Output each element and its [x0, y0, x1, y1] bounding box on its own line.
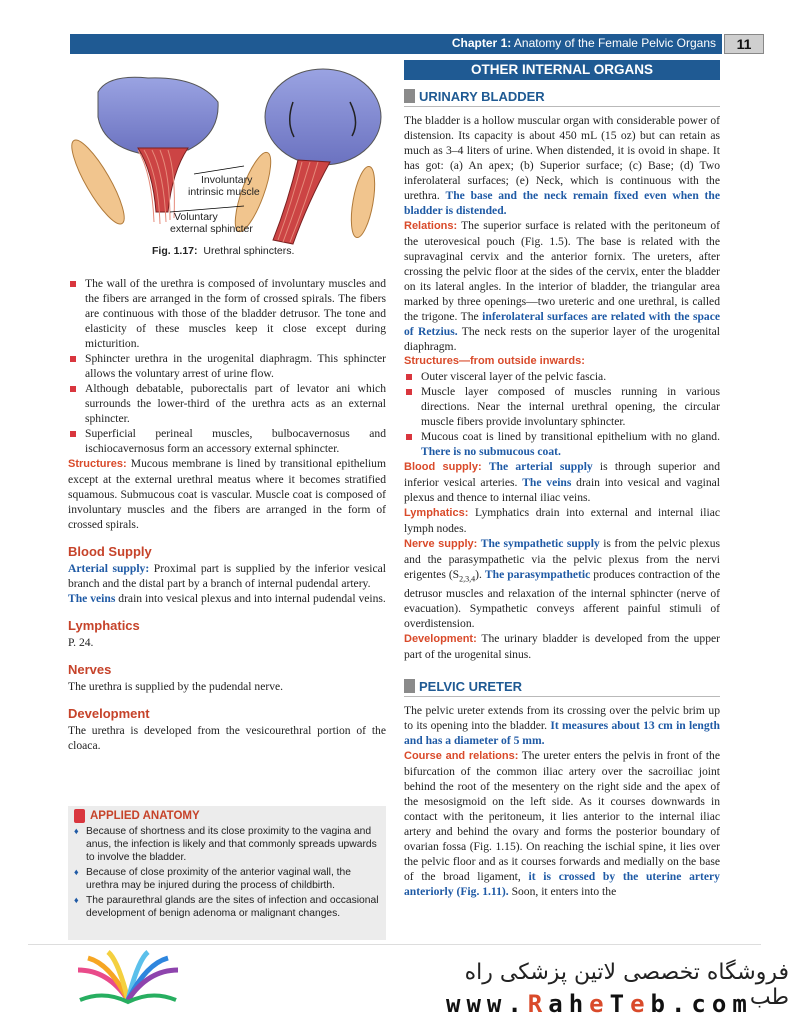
nerve-subscript: 2,3,4: [459, 574, 476, 584]
lymphatics-paragraph: [404, 505, 720, 536]
url-letter: a: [548, 990, 569, 1018]
section-title: OTHER INTERNAL ORGANS: [404, 60, 720, 80]
arterial-paragraph: [68, 561, 386, 591]
relations-paragraph: [404, 218, 720, 354]
list-item: Sphincter urethra in the urogenital diaphragm. This sphincter allows the voluntary arrest of urine flow.: [68, 351, 386, 381]
dev-label: Development:: [404, 633, 477, 646]
page-number: 11: [724, 34, 764, 54]
relations-text: The superior surface is related with the peritoneum of the uterovesical pouch (Fig. 1.5). The base is related with the supravaginal cervix and the anterior fornix. The ureters, after crossing the pelvic floor at the sides of the cervix, enter the bladder on its lateral angles. In the interior of bladder, the triangular area marked by three openings—two ureteric and one urethral, is called the trigone. The: [404, 219, 720, 323]
label-involuntary: Involuntary: [201, 174, 253, 186]
right-column: [404, 60, 720, 942]
figure-caption: [152, 245, 294, 257]
blood-supply-heading: Blood Supply: [68, 544, 152, 559]
url-suffix: .com: [670, 990, 753, 1018]
veins-paragraph: [68, 591, 386, 606]
bladder-structures-list: [404, 369, 720, 459]
nerve-highlight: The sympathetic supply: [480, 537, 600, 550]
bladder-intro-highlight: The base and the neck remain fixed even when the bladder is distended.: [404, 189, 720, 217]
course-text: The ureter enters the pelvis in front of the bifurcation of the common iliac artery over the sacroiliac joint behind the root of the mesentery on the right side and the apex of the mesosigmoid on the left side. As it courses downwards in contact with the peritoneum, it lies anterior to the internal iliac artery and behind the ovary and forms the posterior boundary of ovarian fossa (Fig. 1.15). On reaching the ischial spine, it lies over the pelvic floor and as it courses forwards and medially on the base of the broad ligament,: [404, 749, 720, 884]
urethral-sphincters-figure: [68, 62, 388, 262]
applied-anatomy-box: [68, 806, 386, 940]
arterial-label: Arterial supply:: [68, 562, 150, 575]
chapter-label: Chapter 1:: [451, 36, 512, 50]
urethra-sphincter-list: [68, 276, 386, 456]
ureter-heading-text: PELVIC URETER: [419, 678, 523, 694]
heading-marker-icon: [404, 89, 415, 103]
list-item: ♦ The paraurethral glands are the sites of infection and occasional development of benign adenoma or malignant changes.: [68, 894, 380, 920]
applied-title-text: APPLIED ANATOMY: [90, 810, 200, 822]
store-name: فروشگاه تخصصی لاتین پزشکی راه طب: [464, 960, 789, 1010]
header-bar: [70, 34, 722, 54]
url-letter: R: [527, 990, 549, 1018]
nerve-highlight-2: The parasympathetic: [484, 568, 591, 581]
structures-label: Structures:: [68, 458, 127, 470]
blood-veins-text: drain into vesical and vaginal plexus and thence to internal iliac veins.: [404, 476, 720, 504]
list-item: Although debatable, puborectalis part of levator ani which surrounds the lower-third of the urethra acts as an external sphincter.: [68, 381, 386, 426]
dev-text: The urinary bladder is developed from the upper part of the urogenital sinus.: [404, 632, 720, 662]
caption-text: Urethral sphincters.: [203, 245, 295, 257]
nerve-supply-paragraph: [404, 536, 720, 631]
blood-veins-highlight: The veins: [522, 476, 572, 489]
label-voluntary: Voluntary: [174, 211, 218, 223]
course-paragraph: [404, 748, 720, 899]
arterial-text: Proximal part is supplied by the inferior vesical branch and the distal part by a branch of internal pudendal artery.: [68, 562, 387, 590]
running-header: [452, 36, 716, 50]
bladder-intro: [404, 113, 720, 218]
applied-anatomy-title: [68, 806, 386, 822]
structures-highlight: There is no submucous coat.: [421, 445, 561, 458]
blood-text: is through superior and inferior vesical arteries.: [404, 460, 720, 489]
list-item: The wall of the urethra is composed of involuntary muscles and the fibers are arranged in the form of crossed spirals. The fibers are continuous with those of the bladder detrusor. The tone and elasticity of these muscles keep it close except during micturition.: [68, 276, 386, 351]
nerves-text: The urethra is supplied by the pudendal nerve.: [68, 680, 284, 693]
urinary-bladder-heading: [404, 86, 720, 107]
nerve-text-3: produces contraction of the detrusor muscles and relaxation of the internal sphincter (nerve of evacuation). Sympathetic conveys afferent painful stimuli of overdistension.: [404, 568, 720, 631]
development-text: The urethra is developed from the vesicourethral portion of the cloaca.: [68, 724, 386, 752]
blood-label: Blood supply:: [404, 461, 482, 473]
footer-divider: [28, 944, 761, 945]
lymphatics-text: P. 24.: [68, 636, 94, 649]
list-item: ♦ Because of close proximity of the anterior vaginal wall, the urethra may be injured during the process of childbirth.: [68, 866, 380, 892]
list-item: Muscle layer composed of muscles running in various directions. Near the internal urethral opening, the circular muscle fibers provide involuntary sphincter.: [404, 384, 720, 429]
nerve-text-2: ).: [475, 568, 482, 581]
ureter-intro: [404, 703, 720, 748]
lymphatics-heading: Lymphatics: [68, 618, 140, 633]
ureter-highlight: It measures about 13 cm in length and has a diameter of 5 mm.: [404, 719, 720, 748]
url-letter: e: [589, 990, 610, 1018]
structures-label: Structures—from outside inwards:: [404, 355, 585, 367]
veins-label: The veins: [68, 592, 116, 605]
heading-marker-icon: [404, 679, 415, 693]
bladder-intro-text: The bladder is a hollow muscular organ with considerable power of distension. Its capacity is about 450 mL (15 oz) but can retain as much as 3–4 liters of urine. When distended, it is ovoid in shape. It has got: (a) An apex; (b) Superior surface; (c) Base; (d) Two inferolateral surfaces; (e) Neck, which is continuous with the urethra.: [404, 114, 720, 202]
ureter-intro-text: The pelvic ureter extends from its crossing over the pelvic brim up to its opening into the bladder.: [404, 704, 720, 733]
veins-text: drain into vesical plexus and into internal pudendal veins.: [118, 592, 386, 605]
pen-icon: [74, 809, 85, 823]
left-column: [68, 276, 386, 753]
list-item: ♦ Because of shortness and its close proximity to the vagina and anus, the infection is likely and that commonly spreads upwards to involve the bladder.: [68, 825, 380, 864]
structures-paragraph: [68, 456, 386, 532]
lymph-label: Lymphatics:: [404, 507, 469, 519]
applied-anatomy-list: [68, 825, 386, 920]
pelvic-ureter-heading: [404, 676, 720, 697]
development-heading: Development: [68, 706, 150, 721]
url-letter: T: [609, 990, 631, 1018]
course-label: Course and relations:: [404, 750, 519, 763]
development-paragraph: [404, 631, 720, 662]
course-end: Soon, it enters into the: [511, 885, 617, 899]
relations-end: The neck rests on the superior layer of the urogenital diaphragm.: [404, 325, 720, 353]
nerve-text-1: is from the pelvic plexus and the parasympathetic via the pelvic plexus from the nervi erigentes (S: [404, 537, 720, 581]
url-letter: h: [568, 990, 590, 1018]
course-highlight: it is crossed by the uterine artery anteriorly (Fig. 1.11).: [404, 870, 720, 899]
url-letter: b: [650, 990, 671, 1018]
label-intrinsic-muscle: intrinsic muscle: [188, 186, 260, 198]
url-letter: e: [630, 990, 651, 1018]
lymph-text: Lymphatics drain into external and internal iliac lymph nodes.: [404, 506, 720, 535]
relations-label: Relations:: [404, 220, 458, 232]
store-url: [446, 990, 753, 1018]
bladder-heading-text: URINARY BLADDER: [419, 88, 545, 104]
structures-text: Mucous membrane is lined by transitional epithelium except at the external urethral meatus where it becomes stratified squamous. Submucous coat is vascular. Muscle coat is composed of involuntary muscles and the fibers are arranged in the form of crossed spirals.: [68, 457, 386, 531]
list-item: Superficial perineal muscles, bulbocavernosus and ischiocavernosus form an accessory external sphincter.: [68, 426, 386, 456]
list-item: Outer visceral layer of the pelvic fascia.: [404, 369, 720, 384]
url-prefix: www.: [446, 990, 528, 1018]
list-item: [404, 429, 720, 459]
blood-highlight: The arterial supply: [488, 460, 593, 473]
blood-supply-paragraph: [404, 459, 720, 505]
chapter-title: Anatomy of the Female Pelvic Organs: [513, 36, 716, 50]
relations-highlight: inferolateral surfaces are related with the space of Retzius.: [404, 310, 720, 338]
label-external-sphincter: external sphincter: [170, 223, 253, 235]
caption-label: Fig. 1.17:: [152, 245, 198, 257]
book-logo-icon: [68, 950, 188, 1010]
list-item-text: Mucous coat is lined by transitional epithelium with no gland.: [421, 430, 720, 443]
nerve-label: Nerve supply:: [404, 538, 478, 550]
nerves-heading: Nerves: [68, 662, 112, 677]
